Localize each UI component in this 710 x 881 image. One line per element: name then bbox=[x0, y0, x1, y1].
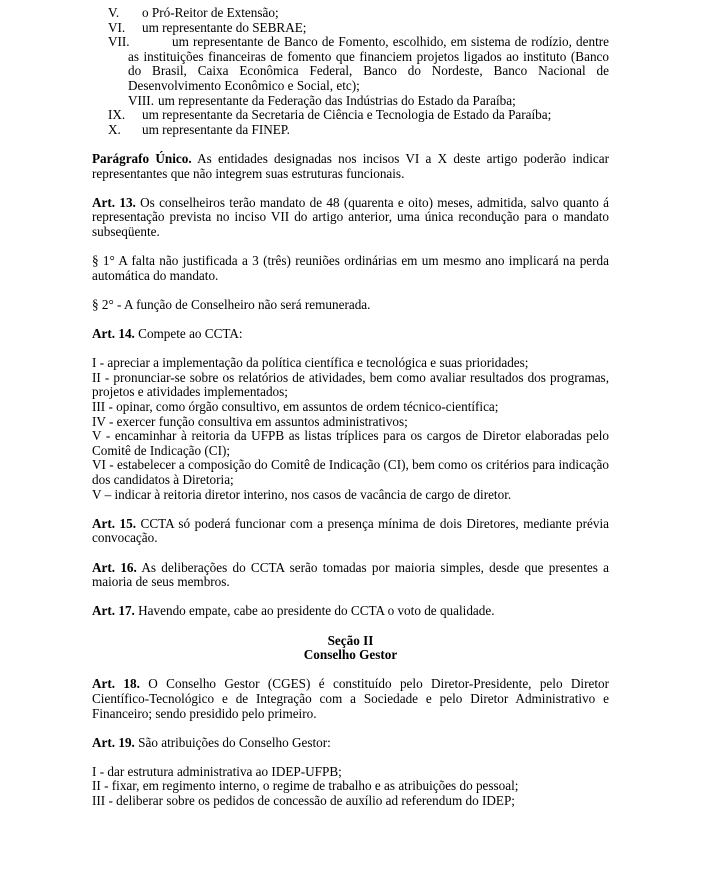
spacer bbox=[92, 546, 609, 561]
section-heading-number: Seção II bbox=[327, 632, 374, 648]
list-item-text: um representante de Banco de Fomento, escolhido, em sistema de rodízio, dentre as instituições financeiras de fomento que financiem projetos ligados ao instituto (Banco do Brasil, Caixa Econômica Federal, Banco do Nordeste, Banco Nacional de Desenvolvimento Econômico e Social, etc); bbox=[128, 34, 609, 93]
list-item bbox=[92, 6, 609, 21]
article-13-label: Art. 13. bbox=[92, 194, 136, 210]
article-17-text: Havendo empate, cabe ao presidente do CCTA o voto de qualidade. bbox=[134, 603, 495, 619]
list-item bbox=[92, 108, 609, 123]
spacer bbox=[92, 342, 609, 357]
paragrafo-unico bbox=[92, 152, 609, 181]
article-17 bbox=[92, 604, 609, 619]
spacer bbox=[92, 181, 609, 196]
list-item-numeral: X. bbox=[108, 121, 121, 137]
spacer bbox=[92, 240, 609, 255]
list-item-text: um representante da FINEP. bbox=[142, 121, 290, 137]
spacer bbox=[92, 750, 609, 765]
list-item-numeral: VI. bbox=[108, 19, 126, 35]
article-16 bbox=[92, 561, 609, 590]
list-item-text: um representante da Secretaria de Ciência e Tecnologia de Estado da Paraíba; bbox=[142, 107, 552, 123]
article-16-text: As deliberações do CCTA serão tomadas por maioria simples, desde que presentes a maioria de seus membros. bbox=[92, 559, 609, 590]
spacer bbox=[92, 283, 609, 298]
list-item bbox=[92, 94, 609, 109]
section-heading-title: Conselho Gestor bbox=[303, 647, 398, 663]
article-16-label: Art. 16. bbox=[92, 559, 137, 575]
article-13-text: Os conselheiros terão mandato de 48 (quarenta e oito) meses, admitida, salvo quanto á representação prevista no inciso VII do artigo anterior, uma única recondução para o mandato subseqüente. bbox=[92, 194, 609, 239]
article-14-item: III - opinar, como órgão consultivo, em assuntos de ordem técnico-científica; bbox=[92, 399, 499, 415]
list-item bbox=[92, 21, 609, 36]
article-19-text: São atribuições do Conselho Gestor: bbox=[134, 734, 331, 750]
spacer bbox=[92, 663, 609, 678]
article-14-text: Compete ao CCTA: bbox=[134, 326, 243, 342]
article-14-item: II - pronunciar-se sobre os relatórios de atividades, bem como avaliar resultados dos programas, projetos e atividades implementados; bbox=[92, 369, 609, 400]
paragraph-1: § 1° A falta não justificada a 3 (três) reuniões ordinárias em um mesmo ano implicará na perda automática do mandato. bbox=[92, 253, 609, 283]
article-14-item: VI - estabelecer a composição do Comitê de Indicação (CI), bem como os critérios para indicação dos candidatos à Diretoria; bbox=[92, 457, 609, 487]
article-15-label: Art. 15. bbox=[92, 515, 137, 531]
spacer bbox=[92, 590, 609, 605]
article-18 bbox=[92, 677, 609, 721]
paragrafo-unico-label: Parágrafo Único. bbox=[92, 150, 192, 166]
article-19 bbox=[92, 736, 609, 751]
spacer bbox=[92, 619, 609, 634]
article-19-item: III - deliberar sobre os pedidos de concessão de auxílio ad referendum do IDEP; bbox=[92, 793, 515, 809]
article-14-item: I - apreciar a implementação da política científica e tecnológica e suas prioridades; bbox=[92, 355, 529, 371]
list-item bbox=[92, 35, 609, 93]
article-15 bbox=[92, 517, 609, 546]
article-18-label: Art. 18. bbox=[92, 676, 140, 692]
list-item-text: um representante da Federação das Indústrias do Estado da Paraíba; bbox=[158, 92, 516, 108]
article-18-text: O Conselho Gestor (CGES) é constituído pelo Diretor-Presidente, pelo Diretor Científico-Tecnológico e de Integração com a Sociedade e pelo Diretor Administrativo e Financeiro; sendo presidido pelo primeiro. bbox=[92, 676, 609, 721]
list-item-numeral: V. bbox=[108, 5, 120, 20]
roman-numeral-list bbox=[92, 6, 609, 137]
list-item-numeral: VII. bbox=[108, 34, 130, 50]
spacer bbox=[92, 137, 609, 152]
article-15-text: CCTA só poderá funcionar com a presença mínima de dois Diretores, mediante prévia convocação. bbox=[92, 515, 609, 546]
list-item-text: um representante do SEBRAE; bbox=[142, 19, 307, 35]
article-17-label: Art. 17. bbox=[92, 603, 135, 619]
paragraph-2: § 2° - A função de Conselheiro não será remunerada. bbox=[92, 296, 371, 312]
article-14-label: Art. 14. bbox=[92, 326, 135, 342]
article-14-item: V - encaminhar à reitoria da UFPB as listas tríplices para os cargos de Diretor elaboradas pelo Comitê de Indicação (CI); bbox=[92, 428, 609, 458]
article-19-item: I - dar estrutura administrativa ao IDEP-UFPB; bbox=[92, 763, 342, 779]
spacer bbox=[92, 721, 609, 736]
article-13 bbox=[92, 196, 609, 240]
list-item-text: o Pró-Reitor de Extensão; bbox=[142, 5, 279, 20]
list-item bbox=[92, 123, 609, 138]
article-19-item: II - fixar, em regimento interno, o regime de trabalho e as atribuições do pessoal; bbox=[92, 778, 519, 794]
list-item-numeral: VIII. bbox=[128, 92, 154, 108]
list-item-numeral: IX. bbox=[108, 107, 126, 123]
spacer bbox=[92, 312, 609, 327]
article-14 bbox=[92, 327, 609, 342]
paragrafo-unico-text: As entidades designadas nos incisos VI a X deste artigo poderão indicar representantes que não integrem suas estruturas funcionais. bbox=[92, 150, 609, 181]
article-14-item: IV - exercer função consultiva em assuntos administrativos; bbox=[92, 413, 408, 429]
spacer bbox=[92, 502, 609, 517]
article-19-label: Art. 19. bbox=[92, 734, 135, 750]
article-14-item: V – indicar à reitoria diretor interino, nos casos de vacância de cargo de diretor. bbox=[92, 486, 512, 502]
